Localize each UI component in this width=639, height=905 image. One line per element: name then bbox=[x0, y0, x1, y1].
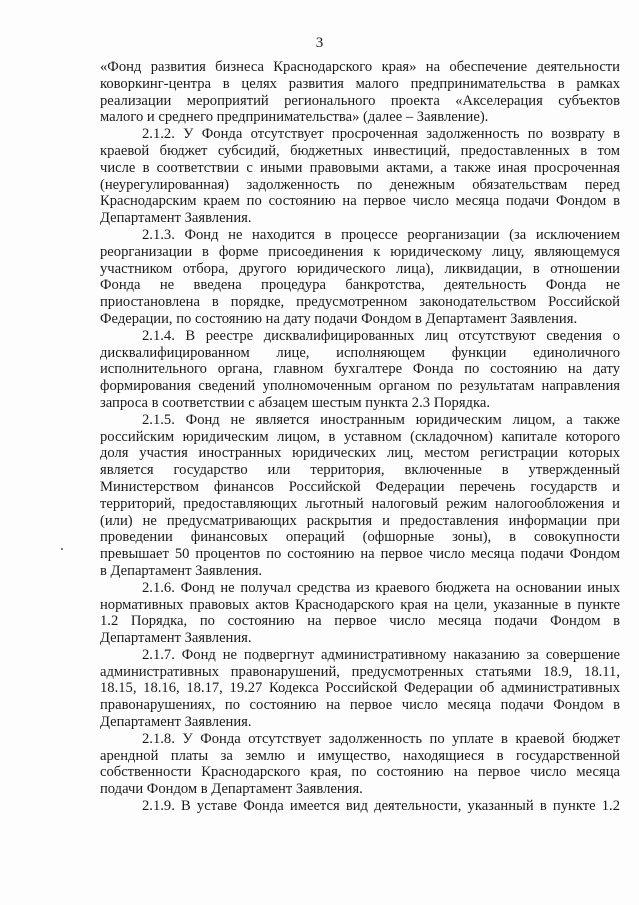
paragraph-first-line: 2.1.9. В уставе Фонда имеется вид деятельности, указанный в пункте 1.2 bbox=[142, 798, 620, 815]
text-line: правонарушениях, по состоянию на первое число месяца подачи Фондом в bbox=[100, 697, 620, 714]
text-line: краевой бюджет субсидий, бюджетных инвестиций, предоставленных в том bbox=[100, 142, 620, 159]
text-line: Краснодарским краем по состоянию на первое число месяца подачи Фондом в bbox=[100, 193, 620, 210]
text-line: территорий, предоставляющих льготный налоговый режим налогообложения и bbox=[100, 495, 620, 512]
text-line: участником отбора, другого юридического лица), ликвидации, в отношении bbox=[100, 260, 620, 277]
text-line: (или) не предусматривающих раскрытия и предоставления информации при bbox=[100, 512, 620, 529]
paragraph-first-line: 2.1.2. У Фонда отсутствует просроченная задолженность по возврату в bbox=[142, 126, 620, 143]
paragraph-first-line: 2.1.7. Фонд не подвергнут административному наказанию за совершение bbox=[142, 646, 620, 663]
text-line: Федерации, по состоянию на дату подачи Фондом в Департамент Заявления. bbox=[100, 310, 578, 327]
text-line: Департамент Заявления. bbox=[100, 714, 252, 731]
scan-speck bbox=[61, 548, 63, 550]
text-line: формирования сведений уполномоченным органом по результатам направления bbox=[100, 378, 620, 395]
text-line: Департамент Заявления. bbox=[100, 630, 252, 647]
text-line: запроса в соответствии с абзацем шестым пункта 2.3 Порядка. bbox=[100, 394, 490, 411]
text-line: арендной платы за землю и имущество, находящиеся в государственной bbox=[100, 747, 620, 764]
text-line: дисквалифицированном лице, исполняющем функции единоличного bbox=[100, 344, 620, 361]
document-body bbox=[100, 59, 620, 815]
text-line: реорганизации в форме присоединения к юридическому лицу, являющемуся bbox=[100, 243, 620, 260]
text-line: Департамент Заявления. bbox=[100, 210, 252, 227]
paragraph-first-line: 2.1.5. Фонд не является иностранным юридическим лицом, а также bbox=[142, 411, 620, 428]
text-line: 1.2 Порядка, по состоянию на первое число месяца подачи Фондом в bbox=[100, 613, 620, 630]
text-line: превышает 50 процентов по состоянию на первое число месяца подачи Фондом bbox=[100, 546, 620, 563]
page-number: 3 bbox=[315, 35, 324, 51]
paragraph-first-line: 2.1.8. У Фонда отсутствует задолженность по уплате в краевой бюджет bbox=[142, 730, 620, 747]
paragraph-first-line: 2.1.4. В реестре дисквалифицированных лиц отсутствуют сведения о bbox=[142, 327, 620, 344]
text-line: 18.15, 18.16, 18.17, 19.27 Кодекса Российской Федерации об административных bbox=[100, 680, 620, 697]
text-line: числе в соответствии с иными правовыми актами, а также иная просроченная bbox=[100, 159, 620, 176]
text-line: исполнительного органа, главном бухгалтере Фонда по состоянию на дату bbox=[100, 361, 620, 378]
text-line: реализации мероприятий регионального проекта «Акселерация субъектов bbox=[100, 92, 620, 109]
text-line: нормативных правовых актов Краснодарского края на цели, указанные в пункте bbox=[100, 596, 620, 613]
text-line: Фонда не введена процедура банкротства, деятельность Фонда не bbox=[100, 277, 620, 294]
text-line: является государство или территория, включенные в утвержденный bbox=[100, 462, 620, 479]
text-line: в Департамент Заявления. bbox=[100, 562, 263, 579]
text-line: приостановлена в порядке, предусмотренном законодательством Российской bbox=[100, 294, 620, 311]
text-line: собственности Краснодарского края, по состоянию на первое число месяца bbox=[100, 764, 620, 781]
text-line: доля участия иностранных юридических лиц, местом регистрации которых bbox=[100, 445, 620, 462]
paragraph-first-line: 2.1.3. Фонд не находится в процессе реорганизации (за исключением bbox=[142, 226, 620, 243]
text-line: коворкинг-центра в целях развития малого предпринимательства в рамках bbox=[100, 75, 620, 92]
text-line: административных правонарушений, предусмотренных статьями 18.9, 18.11, bbox=[100, 663, 620, 680]
text-line: подачи Фондом в Департамент Заявления. bbox=[100, 781, 363, 798]
text-line: «Фонд развития бизнеса Краснодарского края» на обеспечение деятельности bbox=[100, 59, 620, 75]
text-line: проведении финансовых операций (офшорные зоны), в совокупности bbox=[100, 529, 620, 546]
text-line: малого и среднего предпринимательства» (далее – Заявление). bbox=[100, 109, 489, 126]
paragraph-first-line: 2.1.6. Фонд не получал средства из краевого бюджета на основании иных bbox=[142, 579, 620, 596]
text-line: российским юридическим лицом, в уставном (складочном) капитале которого bbox=[100, 428, 620, 445]
text-line: (неурегулированная) задолженность по денежным обязательствам перед bbox=[100, 176, 620, 193]
text-line: Министерством финансов Российской Федерации перечень государств и bbox=[100, 478, 620, 495]
